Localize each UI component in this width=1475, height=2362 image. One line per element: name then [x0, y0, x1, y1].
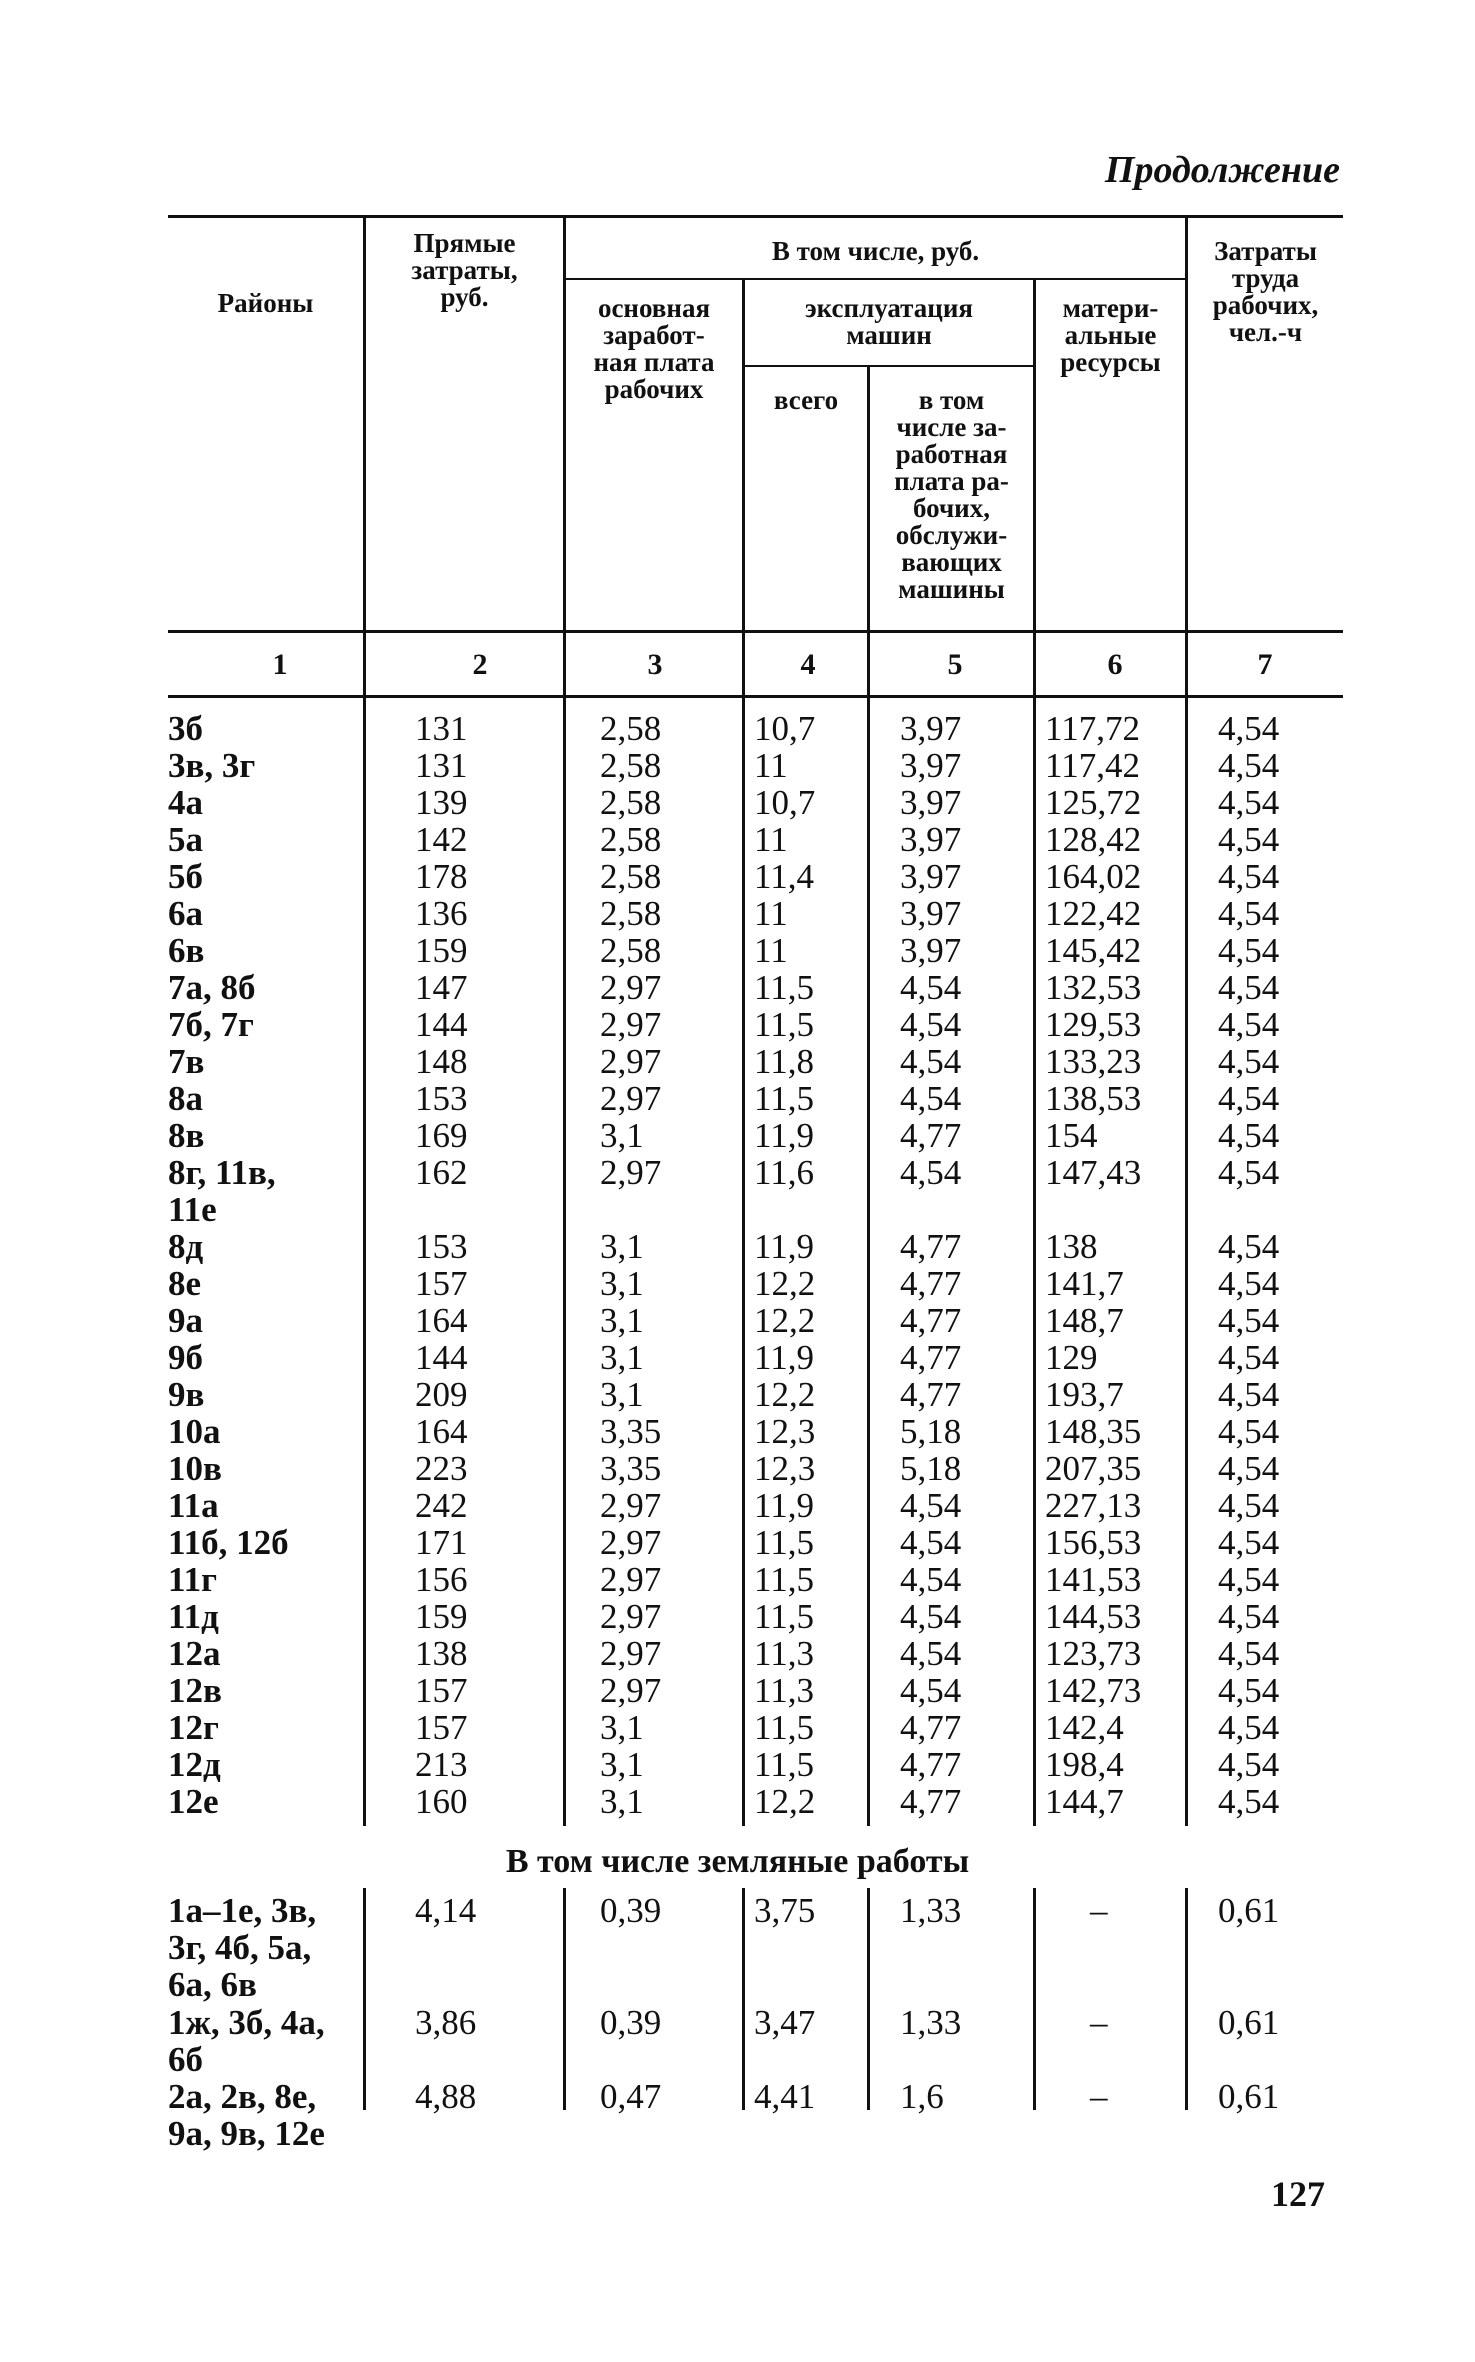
header-bottom-rule [168, 630, 1343, 633]
machine-wages-cell: 3,97 [900, 746, 962, 785]
wages-cell: 2,58 [600, 857, 662, 896]
machines-total-cell: 11,5 [754, 1005, 814, 1044]
materials-cell: 156,53 [1045, 1523, 1142, 1562]
region-cell: 7а, 8б [168, 968, 256, 1007]
earth-vline-6 [1185, 1888, 1188, 2110]
direct-cost-cell: 131 [415, 746, 468, 785]
region-cell: 1а–1е, 3в, 3г, 4б, 5а, 6а, 6в [168, 1891, 317, 2004]
earth-vline-2 [563, 1888, 566, 2110]
labor-cell: 4,54 [1218, 1634, 1280, 1673]
wages-cell: 2,58 [600, 931, 662, 970]
direct-cost-cell: 136 [415, 894, 468, 933]
labor-cell: 0,61 [1218, 2003, 1280, 2042]
direct-cost-cell: 139 [415, 783, 468, 822]
machines-total-cell: 11,5 [754, 1560, 814, 1599]
machine-wages-cell: 1,33 [900, 1891, 962, 1930]
wages-cell: 0,39 [600, 1891, 662, 1930]
machine-wages-cell: 4,54 [900, 1486, 962, 1525]
labor-cell: 4,54 [1218, 1523, 1280, 1562]
header-regions: Районы [217, 288, 314, 318]
region-cell: 2а, 2в, 8е, 9а, 9в, 12е [168, 2077, 325, 2153]
region-cell: 12г [168, 1708, 219, 1747]
direct-cost-cell: 138 [415, 1634, 468, 1673]
labor-cell: 4,54 [1218, 1116, 1280, 1155]
direct-cost-cell: 157 [415, 1264, 468, 1303]
wages-cell: 3,1 [600, 1745, 644, 1784]
wages-cell: 2,58 [600, 894, 662, 933]
labor-cell: 4,54 [1218, 1449, 1280, 1488]
wages-cell: 2,97 [600, 1597, 662, 1636]
direct-cost-cell: 131 [415, 709, 468, 748]
machine-wages-cell: 4,77 [900, 1301, 962, 1340]
region-cell: 3в, 3г [168, 746, 256, 785]
header-direct-costs: Прямые затраты, руб. [411, 228, 518, 312]
wages-cell: 2,97 [600, 1560, 662, 1599]
labor-cell: 4,54 [1218, 1264, 1280, 1303]
materials-cell: 141,53 [1045, 1560, 1142, 1599]
materials-cell: 148,7 [1045, 1301, 1124, 1340]
wages-cell: 3,1 [600, 1227, 644, 1266]
header-machine-wages: в том числе за- работная плата ра- бочих, обслужи- вающих машины [894, 385, 1009, 604]
machines-total-cell: 11,6 [754, 1153, 814, 1192]
region-cell: 8в [168, 1116, 205, 1155]
body-vline-6 [1185, 698, 1188, 1826]
machine-wages-cell: 3,97 [900, 783, 962, 822]
materials-cell: 141,7 [1045, 1264, 1124, 1303]
wages-cell: 2,97 [600, 1153, 662, 1192]
machine-wages-cell: 4,54 [900, 1597, 962, 1636]
wages-cell: 3,1 [600, 1301, 644, 1340]
region-cell: 1ж, 3б, 4а, 6б [168, 2003, 325, 2079]
materials-cell: 154 [1045, 1116, 1098, 1155]
machines-total-cell: 12,3 [754, 1412, 816, 1451]
region-cell: 8а [168, 1079, 203, 1118]
direct-cost-cell: 147 [415, 968, 468, 1007]
region-cell: 12в [168, 1671, 222, 1710]
machine-wages-cell: 4,77 [900, 1264, 962, 1303]
materials-cell: 122,42 [1045, 894, 1142, 933]
machines-total-cell: 10,7 [754, 709, 816, 748]
wages-cell: 2,58 [600, 709, 662, 748]
machines-total-cell: 10,7 [754, 783, 816, 822]
machine-wages-cell: 1,33 [900, 2003, 962, 2042]
labor-cell: 4,54 [1218, 1042, 1280, 1081]
header-labor-costs: Затраты труда рабочих, чел.-ч [1212, 236, 1319, 347]
direct-cost-cell: 153 [415, 1079, 468, 1118]
direct-cost-cell: 171 [415, 1523, 468, 1562]
labor-cell: 4,54 [1218, 857, 1280, 896]
materials-cell: 144,7 [1045, 1782, 1124, 1821]
machine-wages-cell: 4,77 [900, 1375, 962, 1414]
direct-cost-cell: 157 [415, 1671, 468, 1710]
labor-cell: 4,54 [1218, 1338, 1280, 1377]
direct-cost-cell: 209 [415, 1375, 468, 1414]
materials-cell: 148,35 [1045, 1412, 1142, 1451]
machines-total-cell: 12,2 [754, 1264, 816, 1303]
machines-total-cell: 3,47 [754, 2003, 816, 2042]
direct-cost-cell: 164 [415, 1412, 468, 1451]
labor-cell: 4,54 [1218, 1671, 1280, 1710]
region-cell: 9а [168, 1301, 203, 1340]
header-machines-total: всего [773, 385, 839, 415]
direct-cost-cell: 4,14 [415, 1891, 477, 1930]
machines-total-cell: 11,5 [754, 968, 814, 1007]
materials-cell: 138,53 [1045, 1079, 1142, 1118]
region-cell: 12е [168, 1782, 219, 1821]
labor-cell: 4,54 [1218, 931, 1280, 970]
machine-wages-cell: 3,97 [900, 857, 962, 896]
region-cell: 11б, 12б [168, 1523, 289, 1562]
direct-cost-cell: 153 [415, 1227, 468, 1266]
direct-cost-cell: 164 [415, 1301, 468, 1340]
materials-cell: 123,73 [1045, 1634, 1142, 1673]
wages-cell: 2,97 [600, 1079, 662, 1118]
wages-cell: 2,97 [600, 1005, 662, 1044]
wages-cell: 2,97 [600, 1634, 662, 1673]
machine-wages-cell: 3,97 [900, 931, 962, 970]
table-top-rule [168, 215, 1343, 218]
wages-cell: 0,47 [600, 2077, 662, 2116]
machine-wages-cell: 4,77 [900, 1338, 962, 1377]
wages-cell: 2,97 [600, 1523, 662, 1562]
direct-cost-cell: 159 [415, 1597, 468, 1636]
machines-total-cell: 3,75 [754, 1891, 816, 1930]
materials-cell: 133,23 [1045, 1042, 1142, 1081]
region-cell: 6а [168, 894, 203, 933]
machines-total-cell: 11,9 [754, 1486, 814, 1525]
machine-wages-cell: 4,54 [900, 968, 962, 1007]
direct-cost-cell: 148 [415, 1042, 468, 1081]
earth-vline-1 [363, 1888, 366, 2110]
header-base-wages: основная заработ- ная плата рабочих [593, 293, 715, 404]
machines-total-cell: 11,4 [754, 857, 814, 896]
materials-cell: – [1090, 2003, 1108, 2042]
direct-cost-cell: 223 [415, 1449, 468, 1488]
wages-cell: 3,35 [600, 1412, 662, 1451]
materials-cell: 138 [1045, 1227, 1098, 1266]
region-cell: 7в [168, 1042, 205, 1081]
machines-total-cell: 11,5 [754, 1708, 814, 1747]
machines-total-cell: 11,3 [754, 1671, 814, 1710]
machine-wages-cell: 4,54 [900, 1042, 962, 1081]
direct-cost-cell: 178 [415, 857, 468, 896]
machine-wages-cell: 4,54 [900, 1523, 962, 1562]
labor-cell: 4,54 [1218, 894, 1280, 933]
machines-total-cell: 12,2 [754, 1301, 816, 1340]
materials-cell: 132,53 [1045, 968, 1142, 1007]
labor-cell: 4,54 [1218, 1745, 1280, 1784]
machines-total-cell: 11 [754, 894, 788, 933]
header-materials: матери- альные ресурсы [1060, 293, 1161, 377]
machines-total-cell: 11,5 [754, 1523, 814, 1562]
wages-cell: 2,97 [600, 1486, 662, 1525]
machines-total-cell: 11,5 [754, 1745, 814, 1784]
machines-total-cell: 12,3 [754, 1449, 816, 1488]
direct-cost-cell: 169 [415, 1116, 468, 1155]
materials-cell: 129 [1045, 1338, 1098, 1377]
direct-cost-cell: 157 [415, 1708, 468, 1747]
machines-total-cell: 11,9 [754, 1338, 814, 1377]
region-cell: 12д [168, 1745, 221, 1784]
wages-cell: 2,58 [600, 783, 662, 822]
labor-cell: 0,61 [1218, 1891, 1280, 1930]
labor-cell: 4,54 [1218, 1708, 1280, 1747]
body-vline-5 [1033, 698, 1036, 1826]
labor-cell: 4,54 [1218, 1597, 1280, 1636]
region-cell: 7б, 7г [168, 1005, 254, 1044]
machine-wages-cell: 1,6 [900, 2077, 944, 2116]
labor-cell: 4,54 [1218, 1227, 1280, 1266]
machines-total-cell: 11 [754, 820, 788, 859]
machine-wages-cell: 4,77 [900, 1708, 962, 1747]
materials-cell: 227,13 [1045, 1486, 1142, 1525]
labor-cell: 0,61 [1218, 2077, 1280, 2116]
region-cell: 12а [168, 1634, 221, 1673]
region-cell: 8д [168, 1227, 204, 1266]
wages-cell: 0,39 [600, 2003, 662, 2042]
materials-cell: 117,72 [1045, 709, 1140, 748]
region-cell: 11д [168, 1597, 219, 1636]
wages-cell: 3,35 [600, 1449, 662, 1488]
labor-cell: 4,54 [1218, 1412, 1280, 1451]
region-cell: 9б [168, 1338, 203, 1377]
machine-wages-cell: 4,54 [900, 1079, 962, 1118]
wages-cell: 2,97 [600, 1671, 662, 1710]
labor-cell: 4,54 [1218, 1560, 1280, 1599]
region-cell: 5б [168, 857, 203, 896]
region-cell: 8г, 11в, [168, 1153, 276, 1192]
direct-cost-cell: 142 [415, 820, 468, 859]
wages-cell: 3,1 [600, 1708, 644, 1747]
body-vline-3 [742, 698, 745, 1826]
direct-cost-cell: 3,86 [415, 2003, 477, 2042]
machines-rule [745, 365, 1035, 367]
machines-total-cell: 11 [754, 746, 788, 785]
materials-cell: 207,35 [1045, 1449, 1142, 1488]
machines-total-cell: 11 [754, 931, 788, 970]
labor-cell: 4,54 [1218, 1375, 1280, 1414]
machines-total-cell: 12,2 [754, 1782, 816, 1821]
labor-cell: 4,54 [1218, 709, 1280, 748]
machine-wages-cell: 5,18 [900, 1449, 962, 1488]
page-number: 127 [1271, 2174, 1325, 2214]
materials-cell: 125,72 [1045, 783, 1142, 822]
region-cell: 11а [168, 1486, 219, 1525]
earthworks-subheading: В том числе земляные работы [505, 1843, 970, 1880]
wages-cell: 3,1 [600, 1782, 644, 1821]
earth-vline-3 [742, 1888, 745, 2110]
machine-wages-cell: 4,54 [900, 1005, 962, 1044]
header-machine-operation: эксплуатация машин [805, 293, 973, 350]
labor-cell: 4,54 [1218, 968, 1280, 1007]
machines-total-cell: 11,3 [754, 1634, 814, 1673]
wages-cell: 2,97 [600, 968, 662, 1007]
materials-cell: – [1090, 2077, 1108, 2116]
direct-cost-cell: 160 [415, 1782, 468, 1821]
direct-cost-cell: 144 [415, 1338, 468, 1377]
machine-wages-cell: 3,97 [900, 894, 962, 933]
labor-cell: 4,54 [1218, 1079, 1280, 1118]
region-cell: 6в [168, 931, 205, 970]
direct-cost-cell: 162 [415, 1153, 468, 1192]
column-numbers-rule [168, 695, 1343, 698]
wages-cell: 2,58 [600, 746, 662, 785]
materials-cell: 117,42 [1045, 746, 1140, 785]
machine-wages-cell: 4,77 [900, 1782, 962, 1821]
wages-cell: 3,1 [600, 1375, 644, 1414]
header-vline-2 [563, 215, 566, 695]
machine-wages-cell: 5,18 [900, 1412, 962, 1451]
materials-cell: 145,42 [1045, 931, 1142, 970]
machine-wages-cell: 4,77 [900, 1745, 962, 1784]
materials-cell: 198,4 [1045, 1745, 1124, 1784]
wages-cell: 2,58 [600, 820, 662, 859]
direct-cost-cell: 242 [415, 1486, 468, 1525]
labor-cell: 4,54 [1218, 1486, 1280, 1525]
group-rule [565, 278, 1185, 280]
wages-cell: 3,1 [600, 1116, 644, 1155]
body-vline-4 [867, 698, 870, 1826]
materials-cell: 142,73 [1045, 1671, 1142, 1710]
wages-cell: 3,1 [600, 1264, 644, 1303]
materials-cell: 129,53 [1045, 1005, 1142, 1044]
direct-cost-cell: 159 [415, 931, 468, 970]
materials-cell: 193,7 [1045, 1375, 1124, 1414]
materials-cell: 164,02 [1045, 857, 1142, 896]
materials-cell: 147,43 [1045, 1153, 1142, 1192]
labor-cell: 4,54 [1218, 1782, 1280, 1821]
machine-wages-cell: 4,54 [900, 1634, 962, 1673]
direct-cost-cell: 144 [415, 1005, 468, 1044]
region-cell: 11г [168, 1560, 217, 1599]
region-cell: 3б [168, 709, 203, 748]
labor-cell: 4,54 [1218, 1153, 1280, 1192]
region-cell: 10а [168, 1412, 221, 1451]
wages-cell: 3,1 [600, 1338, 644, 1377]
machines-total-cell: 4,41 [754, 2077, 816, 2116]
region-cell: 8е [168, 1264, 202, 1303]
machines-total-cell: 11,5 [754, 1597, 814, 1636]
materials-cell: 128,42 [1045, 820, 1142, 859]
direct-cost-cell: 4,88 [415, 2077, 477, 2116]
machine-wages-cell: 3,97 [900, 820, 962, 859]
machines-total-cell: 12,2 [754, 1375, 816, 1414]
region-cell: 9в [168, 1375, 205, 1414]
region-cell: 10в [168, 1449, 222, 1488]
machines-total-cell: 11,8 [754, 1042, 814, 1081]
direct-cost-cell: 156 [415, 1560, 468, 1599]
wages-cell: 2,97 [600, 1042, 662, 1081]
region-cell-continuation: 11е [168, 1190, 217, 1229]
machines-total-cell: 11,9 [754, 1116, 814, 1155]
labor-cell: 4,54 [1218, 1301, 1280, 1340]
machine-wages-cell: 3,97 [900, 709, 962, 748]
earth-vline-4 [867, 1888, 870, 2110]
continuation-label: Продолжение [1104, 149, 1340, 191]
header-including-group: В том числе, руб. [771, 236, 980, 266]
materials-cell: 142,4 [1045, 1708, 1124, 1747]
region-cell: 4а [168, 783, 203, 822]
machines-total-cell: 11,9 [754, 1227, 814, 1266]
labor-cell: 4,54 [1218, 746, 1280, 785]
labor-cell: 4,54 [1218, 783, 1280, 822]
machine-wages-cell: 4,77 [900, 1116, 962, 1155]
body-vline-2 [563, 698, 566, 1826]
machines-total-cell: 11,5 [754, 1079, 814, 1118]
machine-wages-cell: 4,54 [900, 1671, 962, 1710]
machine-wages-cell: 4,77 [900, 1227, 962, 1266]
labor-cell: 4,54 [1218, 820, 1280, 859]
machine-wages-cell: 4,54 [900, 1153, 962, 1192]
materials-cell: – [1090, 1891, 1108, 1930]
document-page: Продолжение Районы Прямые затраты, руб. В том числе, руб. основная заработ- ная плата рабочих эксплуатация машин всего в том числе за- работная плата ра- бочих, обслужи- вающих машины матери- альные ресурсы Затраты труда рабочих, чел.-ч 1 2 3 4 5 6 7 3б 131 2,58 10,7 3,97 117,72 4,54 3в, 3г 131 2,58 11 3,97 117,42 4,54 4а 139 2,58 10,7 3,97 125,72 4,54 5а 142 2,58 11 3,97 128,42 4,54 5б 178 2,58 11,4 3,97 164,02 4,54 6а 136 2,58 11 3,97 122,42 4,54 6в 159 2,58 11 3,97 145,42 4,54 7а, 8б 147 2,97 11,5 4,54 132,53 4,54 7б, 7г 144 2,97 11,5 4,54 129,53 4,54 7в 148 2,97 11,8 4,54 133,23 4,54 8а 153 2,97 11,5 4,54 138,53 4,54 8в 169 3,1 11,9 4,77 154 4,54 8г, 11в, 11е 162 2,97 11,6 4,54 147,43 4,54 8д 153 3,1 11,9 4,77 138 4,54 8е 157 3,1 12,2 4,77 141,7 4,54 9а 164 3,1 12,2 4,77 148,7 4,54 9б 144 3,1 11,9 4,77 129 4,54 9в 209 3,1 12,2 4,77 193,7 4,54 10а 164 3,35 12,3 5,18 148,35 4,54 10в 223 3,35 12,3 5,18 207,35 4,54 11а 242 2,97 11,9 4,54 227,13 4,54 11б, 12б 171 2,97 11,5 4,54 156,53 4,54 11г 156 2,97 11,5 4,54 141,53 4,54 11д 159 2,97 11,5 4,54 144,53 4,54 12а 138 2,97 11,3 4,54 123,73 4,54 12в 157 2,97 11,3 4,54 142,73 4,54 12г 157 3,1 11,5 4,77 142,4 4,54 12д 213 3,1 11,5 4,77 198,4 4,54 12е 160 3,1 12,2 4,77 144,7 4,54 В том числе земляные работы 1а–1е, 3в, 3г, 4б, 5а, 6а, 6в 4,14 0,39 3,75 1,33 – 0,61 1ж, 3б, 4а, 6б 3,86 0,39 3,47 1,33 – 0,61 2а, 2в, 8е, 9а, 9в, 12е 4,88 0,47 4,41 1,6 – 0,61 127 [0, 0, 1475, 2362]
direct-cost-cell: 213 [415, 1745, 468, 1784]
region-cell: 5а [168, 820, 203, 859]
labor-cell: 4,54 [1218, 1005, 1280, 1044]
machine-wages-cell: 4,54 [900, 1560, 962, 1599]
earth-vline-5 [1033, 1888, 1036, 2110]
body-vline-1 [363, 698, 366, 1826]
materials-cell: 144,53 [1045, 1597, 1142, 1636]
